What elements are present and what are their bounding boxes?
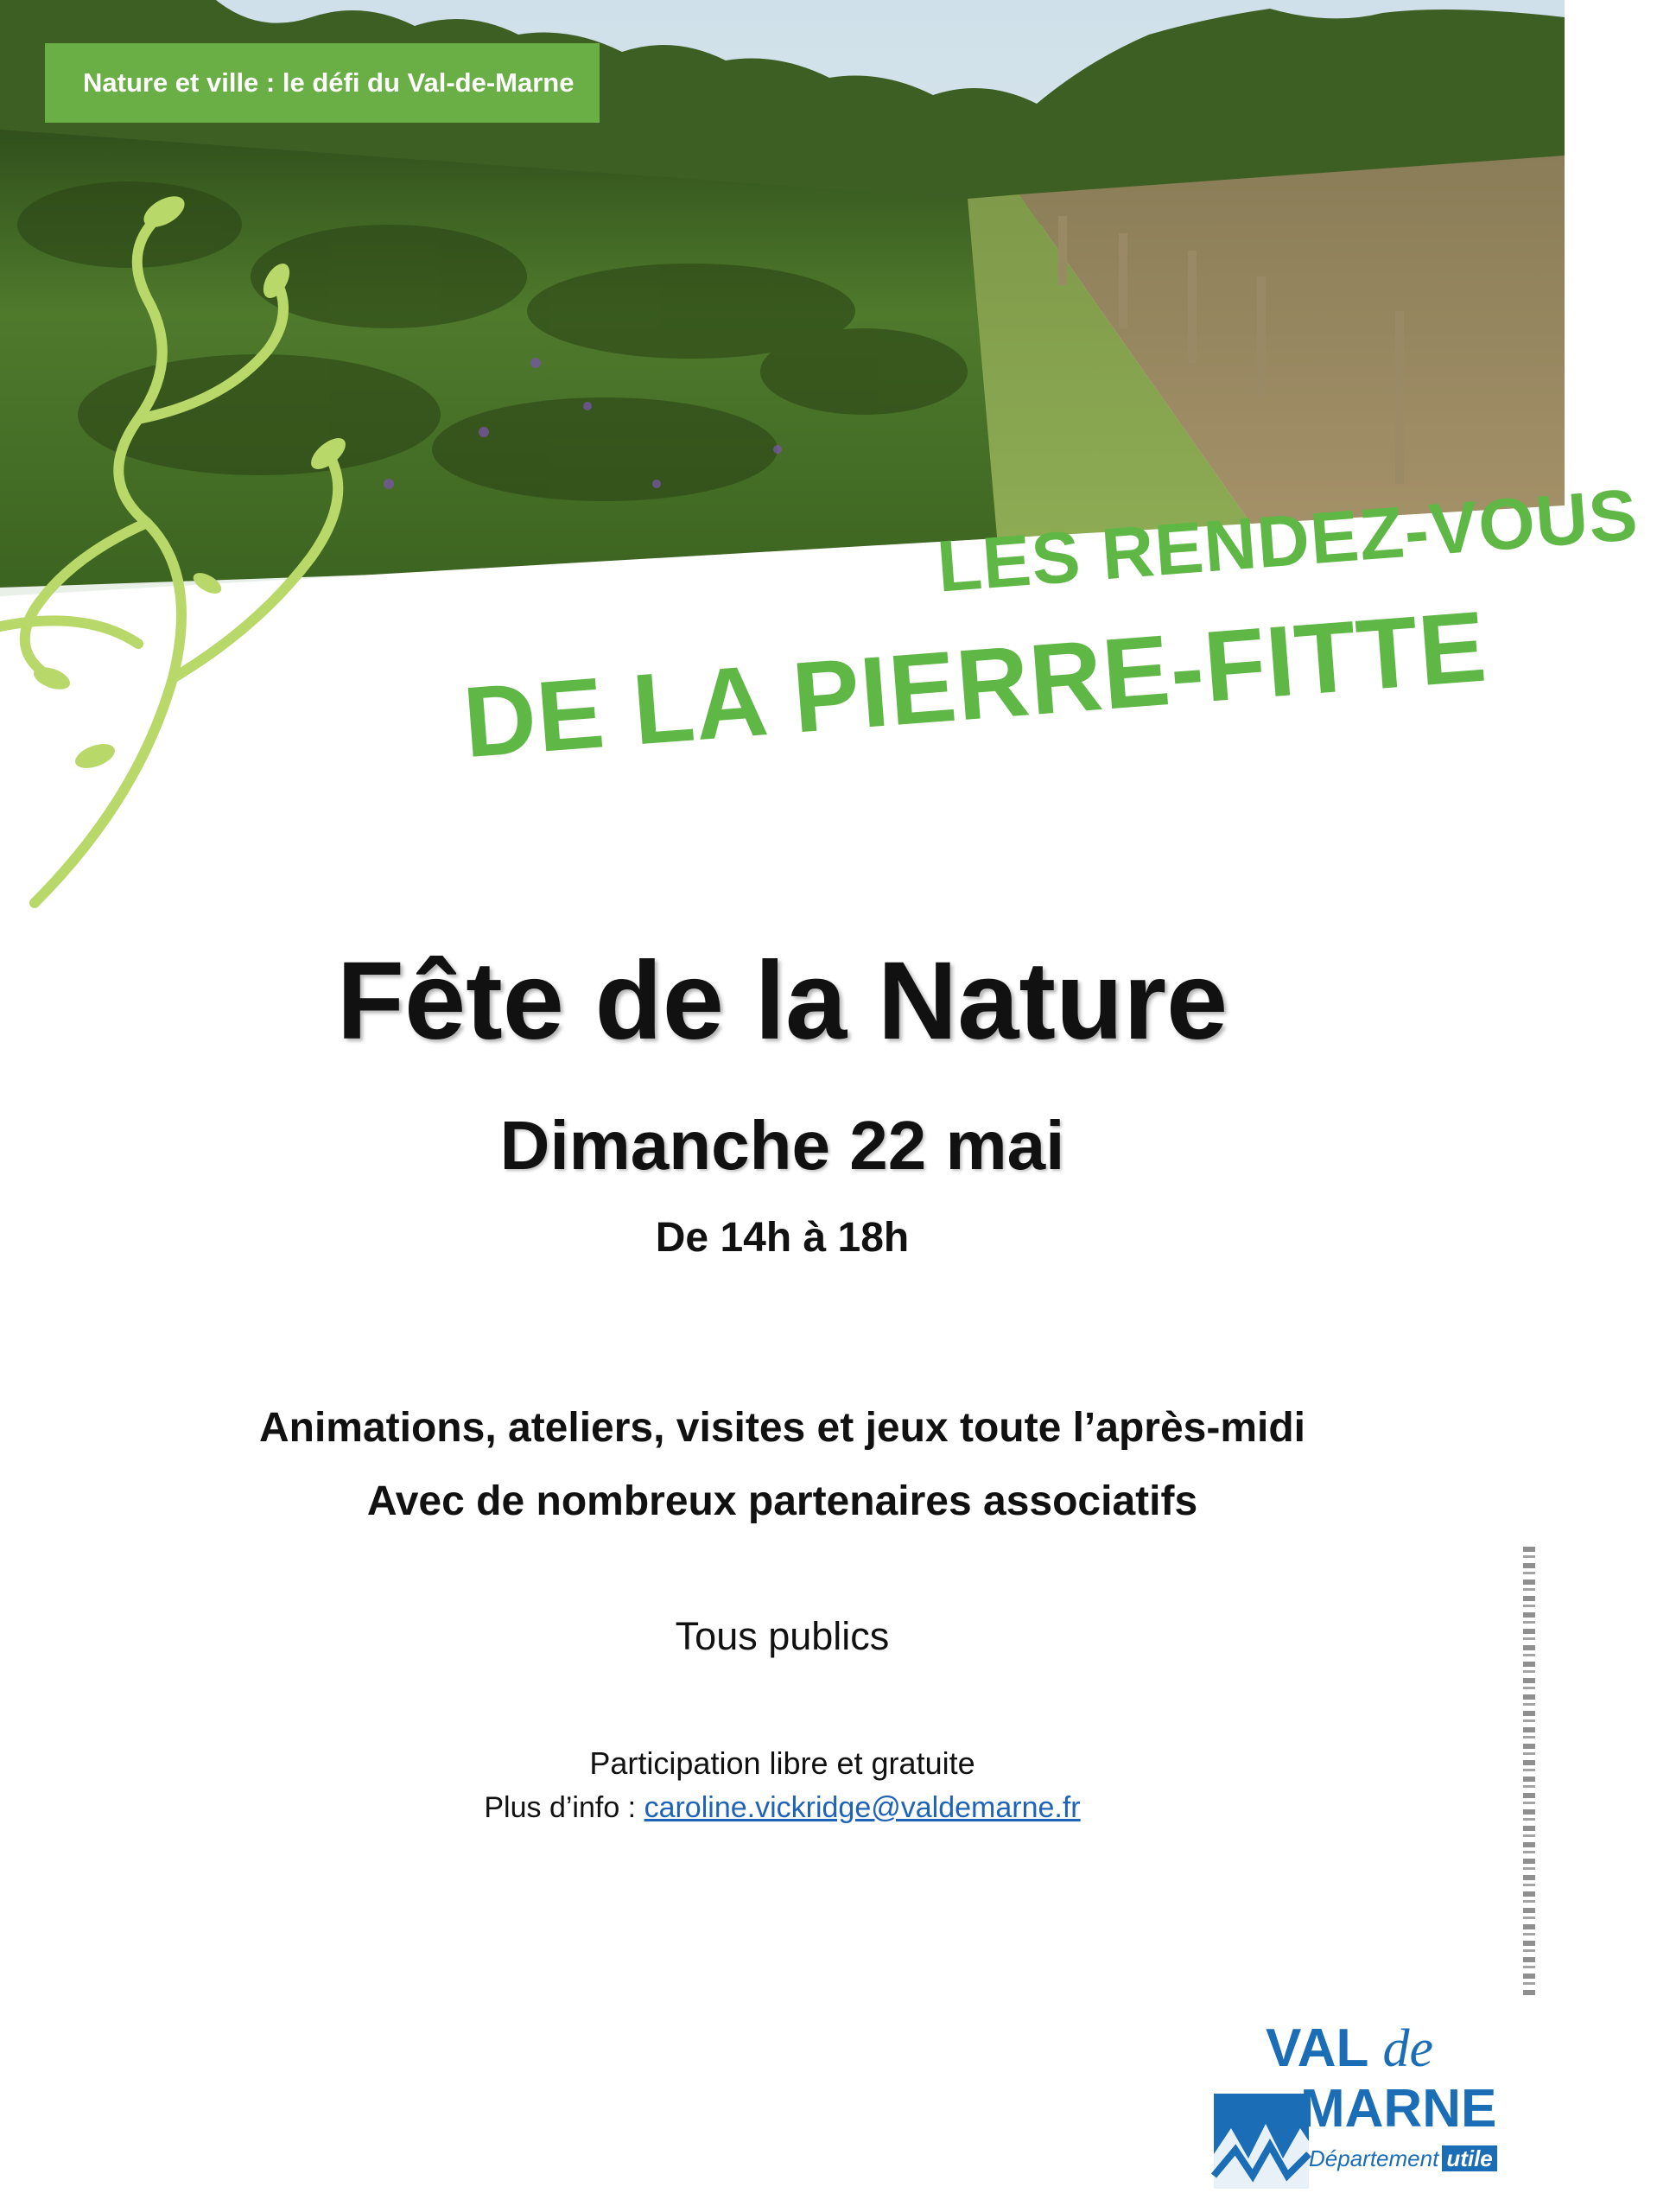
partners-text: Avec de nombreux partenaires associatifs — [366, 1478, 1198, 1524]
series-badge-text: Nature et ville : le défi du Val-de-Marne — [83, 67, 575, 98]
vine-flourish-decoration — [0, 194, 397, 920]
series-title-line1: LES RENDEZ-VOUS — [934, 473, 1641, 607]
photo-credit-vertical — [1523, 1547, 1535, 1996]
logo-marne: MARNE — [1300, 2079, 1497, 2139]
audience-text: Tous publics — [675, 1614, 890, 1658]
logo-tagline — [1309, 2145, 1497, 2172]
event-date: Dimanche 22 mai — [499, 1107, 1065, 1184]
series-title-line2: DE LA PIERRE-FITTE — [460, 589, 1491, 779]
contact-email-link[interactable]: caroline.vickridge@valdemarne.fr — [644, 1791, 1081, 1824]
logo-val-de — [1266, 2018, 1433, 2080]
series-badge — [45, 43, 600, 123]
participation-text: Participation libre et gratuite — [589, 1745, 975, 1781]
val-de-marne-logo — [1197, 2018, 1525, 2199]
event-title: Fête de la Nature — [336, 939, 1228, 1063]
activities-text: Animations, ateliers, visites et jeux toute l’après-midi — [258, 1405, 1306, 1451]
contact-info — [0, 1791, 1565, 1825]
logo-de: de — [1382, 2019, 1434, 2078]
event-time: De 14h à 18h — [655, 1215, 910, 1261]
contact-info-label: Plus d’info : — [484, 1791, 644, 1824]
logo-val: VAL — [1266, 2018, 1383, 2078]
logo-tagline-text: Département — [1309, 2145, 1439, 2171]
logo-utile: utile — [1442, 2145, 1496, 2171]
val-de-marne-mark-icon — [1214, 2094, 1309, 2189]
